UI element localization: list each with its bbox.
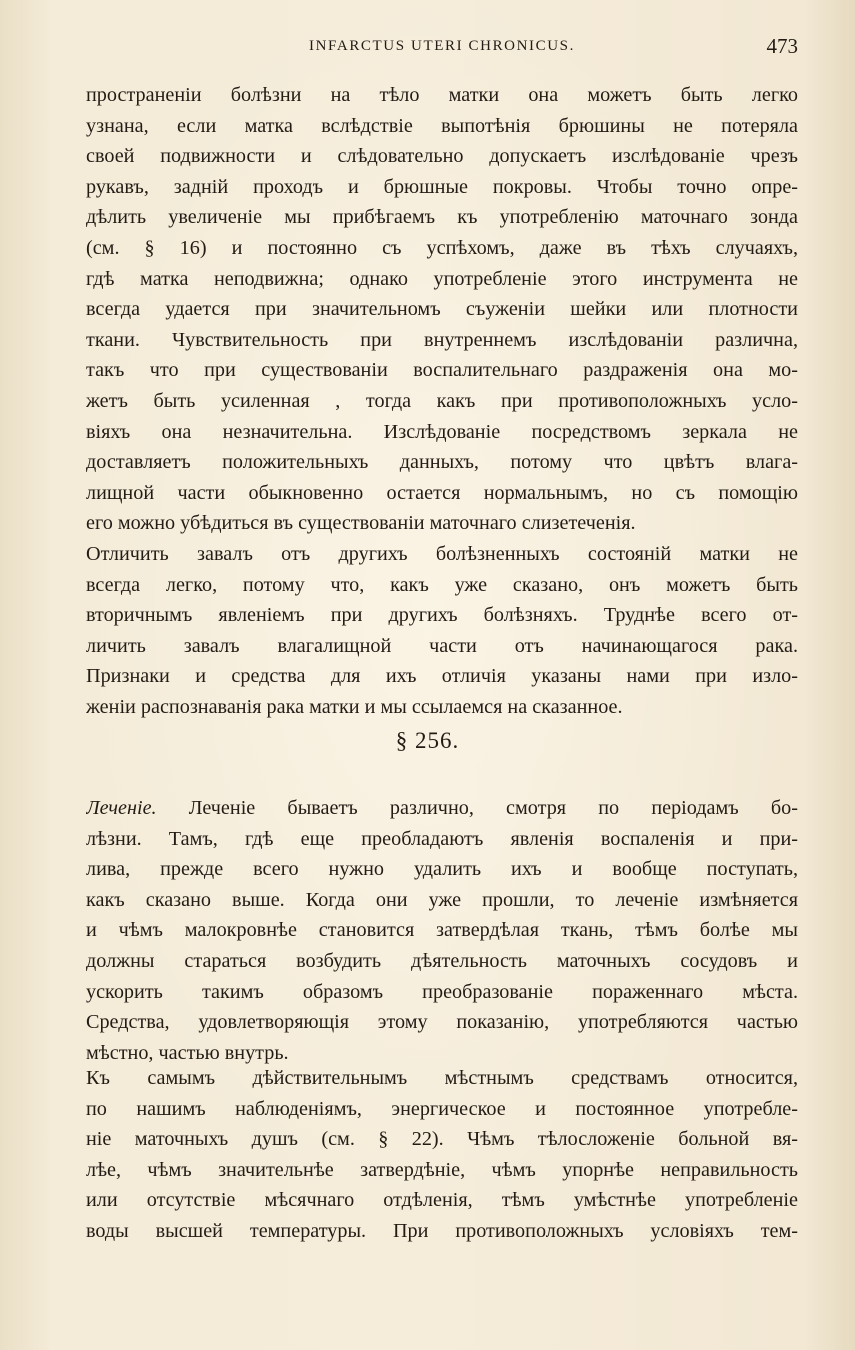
text-line: по нашимъ наблюденiямъ, энергическое и постоянное употребле- xyxy=(86,1097,798,1120)
text-line: вiяхъ она незначительна. Изслѣдованiе посредствомъ зеркала не xyxy=(86,420,798,443)
paragraph-4 xyxy=(86,1063,798,1247)
text-line: нiе маточныхъ душъ (см. § 22). Чѣмъ тѣлосложенiе больной вя- xyxy=(86,1128,798,1151)
text-line: такъ что при существованiи воспалительнаго раздраженiя она мо- xyxy=(86,359,798,382)
text-line xyxy=(86,793,798,824)
text-line: рукавъ, задній проходъ и брюшные покровы. Чтобы точно опре- xyxy=(86,175,798,198)
text-line: гдѣ матка неподвижна; однако употребленiе этого инструмента не xyxy=(86,267,798,290)
text-line: жетъ быть усиленная , тогда какъ при противоположныхъ усло- xyxy=(86,389,798,412)
text-line: женiи распознаванiя рака матки и мы ссылаемся на сказанное. xyxy=(86,695,623,718)
text-line: его можно убѣдиться въ существованiи маточнаго слизетеченiя. xyxy=(86,512,636,535)
text-line: лива, прежде всего нужно удалить ихъ и вообще поступать, xyxy=(86,858,798,881)
text-line: (см. § 16) и постоянно съ успѣхомъ, даже въ тѣхъ случаяхъ, xyxy=(86,236,798,259)
text-line: доставляетъ положительныхъ данныхъ, потому что цвѣтъ влага- xyxy=(86,451,798,474)
text-line: должны стараться возбудить дѣятельность маточныхъ сосудовъ и xyxy=(86,949,798,972)
text-line: Признаки и средства для ихъ отличiя указаны нами при изло- xyxy=(86,665,798,688)
text-line: своей подвижности и слѣдовательно допускаетъ изслѣдованiе чрезъ xyxy=(86,145,798,168)
text-line: всегда удается при значительномъ съуженiи шейки или плотности xyxy=(86,298,798,321)
text-line: ткани. Чувствительность при внутреннемъ изслѣдованiи различна, xyxy=(86,328,798,351)
text-line: Средства, удовлетворяющiя этому показанiю, употребляются частью xyxy=(86,1011,798,1034)
text-line: лѣзни. Тамъ, гдѣ еще преобладаютъ явленiя воспаленiя и при- xyxy=(86,827,798,850)
text-line: воды высшей температуры. При противоположныхъ условiяхъ тем- xyxy=(86,1219,798,1242)
text-line: ускорить такимъ образомъ преобразованiе пораженнаго мѣста. xyxy=(86,980,798,1003)
text-line-rest: Леченiе бываетъ различно, смотря по перiодамъ бо- xyxy=(188,797,798,819)
text-line: или отсутствiе мѣсячнаго отдѣленiя, тѣмъ умѣстнѣе употребленiе xyxy=(86,1189,798,1212)
paragraph-2 xyxy=(86,539,798,723)
text-line: какъ сказано выше. Когда они уже прошли, то леченiе измѣняется xyxy=(86,888,798,911)
page-number: 473 xyxy=(766,34,798,58)
text-line: лѣе, чѣмъ значительнѣе затвердѣнiе, чѣмъ упорнѣе неправильность xyxy=(86,1158,798,1181)
text-line: дѣлить увеличенiе мы прибѣгаемъ къ употребленiю маточнаго зонда xyxy=(86,206,798,229)
paragraph-1 xyxy=(86,80,798,539)
page-header xyxy=(86,34,798,60)
text-line: вторичнымъ явленiемъ при другихъ болѣзняхъ. Труднѣе всего от- xyxy=(86,604,798,627)
paragraph-3 xyxy=(86,793,798,1068)
text-line: Къ самымъ дѣйствительнымъ мѣстнымъ средствамъ относится, xyxy=(86,1067,798,1089)
section-number: § 256. xyxy=(395,728,460,753)
text-line: лищной части обыкновенно остается нормальнымъ, но съ помощiю xyxy=(86,481,798,504)
running-head: INFARCTUS UTERI CHRONICUS. xyxy=(309,38,575,54)
text-line: Отличить завалъ отъ другихъ болѣзненныхъ состоянiй матки не xyxy=(86,543,798,565)
text-line: всегда легко, потому что, какъ уже сказано, онъ можетъ быть xyxy=(86,573,798,596)
section-heading-word: Леченiе. xyxy=(86,797,157,819)
text-line: личить завалъ влагалищной части отъ начинающагося рака. xyxy=(86,634,798,657)
text-line: и чѣмъ малокровнѣе становится затвердѣлая ткань, тѣмъ болѣе мы xyxy=(86,919,798,942)
text-line: пространенiи болѣзни на тѣло матки она можетъ быть легко xyxy=(86,84,798,106)
text-line: узнана, если матка вслѣдствiе выпотѣнiя брюшины не потеряла xyxy=(86,114,798,137)
text-line: мѣстно, частью внутрь. xyxy=(86,1041,289,1064)
